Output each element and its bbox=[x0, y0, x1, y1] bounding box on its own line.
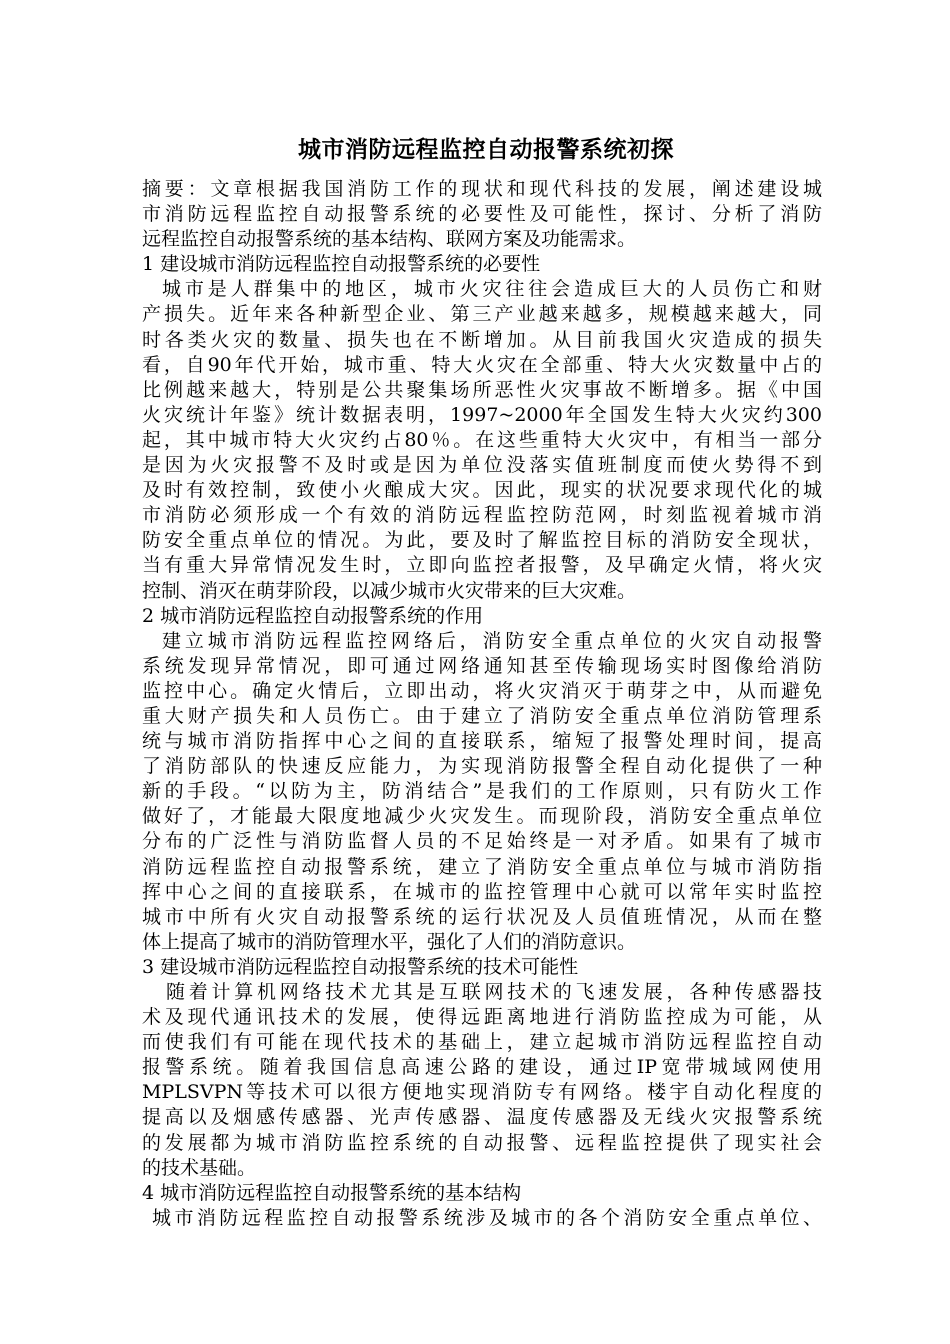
paragraph-line: 的技术基础。 bbox=[142, 1156, 257, 1179]
paragraph-line: 提高以及烟感传感器、光声传感器、温度传感器及无线火灾报警系统 bbox=[142, 1106, 822, 1129]
paragraph-line: 系统发现异常情况，即可通过网络通知甚至传输现场实时图像给消防 bbox=[142, 654, 822, 677]
paragraph-line: 的发展都为城市消防监控系统的自动报警、远程监控提供了现实社会 bbox=[142, 1131, 822, 1154]
paragraph-line: 新的手段。“以防为主，防消结合”是我们的工作原则，只有防火工作 bbox=[142, 780, 822, 803]
paragraph-line: 重大财产损失和人员伤亡。由于建立了消防安全重点单位消防管理系 bbox=[142, 704, 822, 727]
paragraph-line: 市消防必须形成一个有效的消防远程监控防范网，时刻监视着城市消 bbox=[142, 504, 822, 527]
abstract-line: 远程监控自动报警系统的基本结构、联网方案及功能需求。 bbox=[142, 228, 637, 251]
paragraph-line: MPLSVPN等技术可以很方便地实现消防专有网络。楼宇自动化程度的 bbox=[142, 1081, 822, 1104]
document-title: 城市消防远程监控自动报警系统初探 bbox=[298, 137, 674, 163]
paragraph-line: 是因为火灾报警不及时或是因为单位没落实值班制度而使火势得不到 bbox=[142, 454, 822, 477]
document-body bbox=[142, 177, 822, 1231]
paragraph-line: 建立城市消防远程监控网络后，消防安全重点单位的火灾自动报警 bbox=[162, 629, 822, 652]
paragraph-line: 城市中所有火灾自动报警系统的运行状况及人员值班情况，从而在整 bbox=[142, 905, 822, 928]
abstract-line: 摘要：文章根据我国消防工作的现状和现代科技的发展，阐述建设城 bbox=[142, 178, 822, 200]
paragraph-line: 做好了，才能最大限度地减少火灾发生。而现阶段，消防安全重点单位 bbox=[142, 805, 822, 828]
section-heading-3: 3 建设城市消防远程监控自动报警系统的技术可能性 bbox=[142, 955, 579, 978]
paragraph-line: 起，其中城市特大火灾约占80％。在这些重特大火灾中，有相当一部分 bbox=[142, 428, 822, 451]
paragraph-line: 报警系统。随着我国信息高速公路的建设，通过IP宽带城域网使用 bbox=[142, 1056, 822, 1079]
paragraph-line: 火灾统计年鉴》统计数据表明，1997~2000年全国发生特大火灾约300 bbox=[142, 403, 822, 426]
paragraph-line: 而使我们有可能在现代技术的基础上，建立起城市消防远程监控自动 bbox=[142, 1031, 822, 1054]
paragraph-line: 城市消防远程监控自动报警系统涉及城市的各个消防安全重点单位、 bbox=[152, 1206, 822, 1229]
paragraph-line: 当有重大异常情况发生时，立即向监控者报警，及早确定火情，将火灾 bbox=[142, 554, 822, 577]
paragraph-line: 挥中心之间的直接联系，在城市的监控管理中心就可以常年实时监控 bbox=[142, 880, 822, 903]
paragraph-line: 比例越来越大，特别是公共聚集场所恶性火灾事故不断增多。据《中国 bbox=[142, 378, 822, 401]
paragraph-line: 体上提高了城市的消防管理水平，强化了人们的消防意识。 bbox=[142, 930, 637, 953]
paragraph-line: 防安全重点单位的情况。为此，要及时了解监控目标的消防安全现状， bbox=[142, 529, 822, 552]
paragraph-line: 术及现代通讯技术的发展，使得远距离地进行消防监控成为可能，从 bbox=[142, 1006, 822, 1029]
paragraph-line: 统与城市消防指挥中心之间的直接联系，缩短了报警处理时间，提高 bbox=[142, 730, 822, 753]
paragraph-line: 随着计算机网络技术尤其是互联网技术的飞速发展，各种传感器技 bbox=[166, 981, 822, 1003]
paragraph-line: 消防远程监控自动报警系统，建立了消防安全重点单位与城市消防指 bbox=[142, 855, 822, 878]
section-heading-4: 4 城市消防远程监控自动报警系统的基本结构 bbox=[142, 1181, 522, 1204]
paragraph-line: 时各类火灾的数量、损失也在不断增加。从目前我国火灾造成的损失 bbox=[142, 328, 822, 351]
section-heading-1: 1 建设城市消防远程监控自动报警系统的必要性 bbox=[142, 253, 541, 276]
paragraph-line: 看，自90年代开始，城市重、特大火灾在全部重、特大火灾数量中占的 bbox=[142, 353, 822, 376]
paragraph-line: 了消防部队的快速反应能力，为实现消防报警全程自动化提供了一种 bbox=[142, 755, 822, 778]
section-heading-2: 2 城市消防远程监控自动报警系统的作用 bbox=[142, 604, 484, 627]
paragraph-line: 控制、消灭在萌芽阶段，以减少城市火灾带来的巨大灾难。 bbox=[142, 579, 637, 602]
paragraph-line: 城市是人群集中的地区，城市火灾往往会造成巨大的人员伤亡和财 bbox=[162, 278, 822, 301]
abstract-line: 市消防远程监控自动报警系统的必要性及可能性，探讨、分析了消防 bbox=[142, 203, 822, 226]
paragraph-line: 及时有效控制，致使小火酿成大灾。因此，现实的状况要求现代化的城 bbox=[142, 479, 822, 502]
paragraph-line: 分布的广泛性与消防监督人员的不足始终是一对矛盾。如果有了城市 bbox=[142, 830, 822, 853]
paragraph-line: 监控中心。确定火情后，立即出动，将火灾消灭于萌芽之中，从而避免 bbox=[142, 679, 822, 702]
paragraph-line: 产损失。近年来各种新型企业、第三产业越来越多，规模越来越大，同 bbox=[142, 303, 822, 326]
